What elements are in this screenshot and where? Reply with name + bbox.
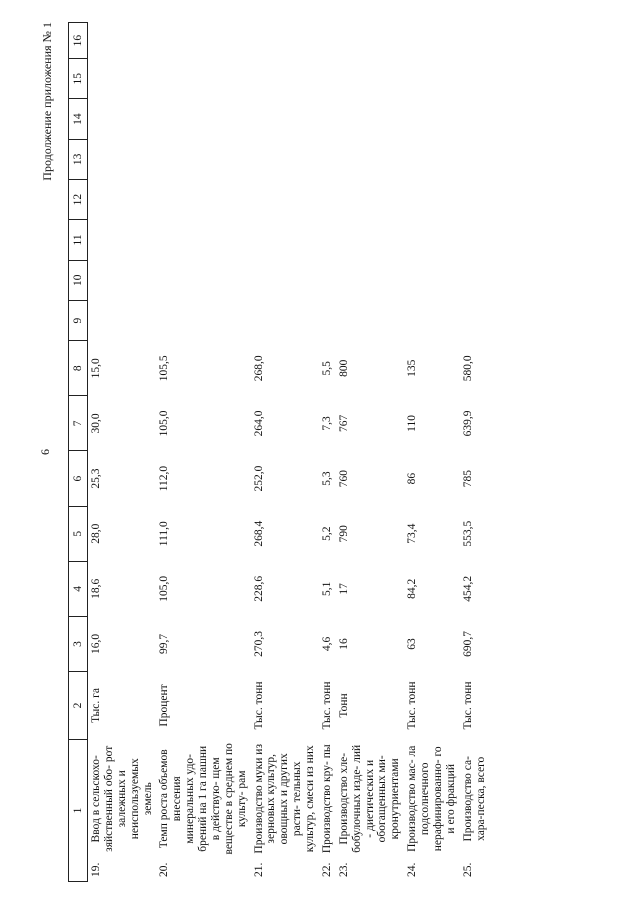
value-cell: 268,4: [252, 520, 265, 547]
row-number: 20.: [158, 862, 171, 878]
value-cell: 4,6: [320, 636, 333, 652]
column-header: 15: [69, 59, 88, 99]
unit-of-measure: Тонн: [337, 693, 350, 718]
value-cell: 86: [406, 472, 419, 485]
value-cell: 760: [337, 469, 350, 488]
column-header: 11: [69, 220, 88, 260]
page-number: 6: [38, 449, 52, 455]
value-cell: [336, 139, 404, 179]
value-cell: [156, 99, 250, 139]
value-cell: [336, 23, 404, 59]
value-cell: 5,1: [320, 581, 333, 597]
value-cell: [319, 180, 336, 220]
value-cell: [404, 300, 460, 340]
value-cell: [156, 180, 250, 220]
value-cell: 454,2: [461, 575, 474, 602]
value-cell: [460, 220, 490, 260]
value-cell: [336, 59, 404, 99]
column-header: 14: [69, 99, 88, 139]
value-cell: [251, 260, 319, 300]
value-cell: 15,0: [90, 358, 102, 379]
value-cell: 105,0: [158, 410, 171, 437]
column-header: 7: [69, 396, 88, 451]
value-cell: [156, 59, 250, 99]
value-cell: [88, 220, 157, 260]
column-number-row: [69, 23, 88, 882]
unit-of-measure: Тыс. тонн: [320, 681, 333, 730]
value-cell: [88, 139, 157, 179]
value-cell: 553,5: [461, 520, 474, 547]
value-cell: [336, 99, 404, 139]
value-cell: 63: [406, 638, 419, 650]
value-cell: 73,4: [406, 523, 419, 544]
value-cell: [404, 180, 460, 220]
column-header: 4: [69, 561, 88, 616]
value-cell: [460, 139, 490, 179]
appendix-title: Продолжение приложения № 1: [40, 22, 54, 181]
value-cell: [336, 220, 404, 260]
value-cell: 767: [337, 414, 350, 433]
value-cell: [460, 260, 490, 300]
value-cell: 16: [337, 638, 350, 650]
value-cell: [404, 260, 460, 300]
table-row: [319, 23, 336, 882]
value-cell: [460, 59, 490, 99]
table-row: [156, 23, 250, 882]
value-cell: [156, 300, 250, 340]
value-cell: [319, 99, 336, 139]
value-cell: [251, 180, 319, 220]
value-cell: [319, 139, 336, 179]
value-cell: 5,5: [320, 361, 333, 376]
column-header: 1: [69, 739, 88, 881]
table-row: [336, 23, 404, 882]
value-cell: 17: [337, 583, 350, 595]
value-cell: 270,3: [252, 631, 265, 657]
value-cell: 580,0: [461, 355, 474, 382]
value-cell: [336, 300, 404, 340]
row-number: 22.: [320, 862, 333, 878]
value-cell: 690,7: [461, 631, 474, 657]
value-cell: [460, 99, 490, 139]
value-cell: 7,3: [320, 416, 333, 431]
table-row: [88, 23, 157, 882]
row-number: 21.: [252, 862, 265, 878]
indicator-name: Производство мас- ла подсолнечного нерафинированно- го и его фракций: [406, 745, 457, 852]
value-cell: [336, 180, 404, 220]
value-cell: 268,0: [252, 355, 265, 382]
value-cell: 135: [406, 359, 419, 377]
unit-of-measure: Процент: [158, 684, 171, 727]
column-header: 3: [69, 616, 88, 671]
indicator-name: Производство кру- пы: [320, 744, 333, 854]
unit-of-measure: Тыс. тонн: [461, 681, 474, 730]
row-number: 23.: [337, 862, 350, 878]
value-cell: [460, 23, 490, 59]
table-row: [251, 23, 319, 882]
row-number: 25.: [461, 862, 474, 878]
value-cell: [319, 220, 336, 260]
value-cell: [319, 300, 336, 340]
indicator-name: Производство са- хара-песка, всего: [461, 756, 487, 842]
value-cell: [156, 260, 250, 300]
value-cell: 28,0: [90, 523, 102, 544]
value-cell: 639,9: [461, 410, 474, 437]
indicator-name: Темп роста объемов внесения минеральных удо- брений на 1 га пашни в действую- щем веществе в среднем по культу- рам: [158, 743, 248, 855]
value-cell: 5,3: [320, 471, 333, 486]
value-cell: [319, 23, 336, 59]
value-cell: [251, 23, 319, 59]
value-cell: 785: [461, 469, 474, 488]
value-cell: [88, 180, 157, 220]
column-header: 6: [69, 451, 88, 506]
value-cell: [88, 260, 157, 300]
value-cell: [251, 139, 319, 179]
unit-of-measure: Тыс. тонн: [406, 681, 419, 730]
value-cell: [88, 300, 157, 340]
column-header: 12: [69, 180, 88, 220]
value-cell: [319, 260, 336, 300]
value-cell: 25,3: [90, 468, 102, 489]
value-cell: 252,0: [252, 465, 265, 492]
unit-of-measure: Тыс. тонн: [252, 681, 265, 730]
value-cell: 111,0: [158, 521, 171, 547]
value-cell: 105,5: [158, 355, 171, 382]
value-cell: 84,2: [406, 578, 419, 599]
value-cell: [404, 59, 460, 99]
table-row: [404, 23, 460, 882]
value-cell: 5,2: [320, 526, 333, 541]
row-number: 19.: [90, 862, 102, 878]
value-cell: [251, 99, 319, 139]
rotated-sheet: [32, 22, 632, 882]
value-cell: [404, 139, 460, 179]
value-cell: 228,6: [252, 575, 265, 602]
value-cell: [404, 220, 460, 260]
table-row: [460, 23, 490, 882]
value-cell: 16,0: [90, 633, 102, 655]
value-cell: 800: [337, 359, 350, 377]
value-cell: 105,0: [158, 575, 171, 602]
value-cell: [251, 59, 319, 99]
value-cell: 18,6: [90, 578, 102, 599]
value-cell: [251, 220, 319, 260]
value-cell: [404, 99, 460, 139]
value-cell: [88, 99, 157, 139]
value-cell: 110: [406, 415, 419, 432]
column-header: 9: [69, 300, 88, 340]
value-cell: 264,0: [252, 410, 265, 437]
column-header: 13: [69, 139, 88, 179]
value-cell: [319, 59, 336, 99]
value-cell: [88, 59, 157, 99]
indicator-name: Производство муки из зерновых культур, овощных и других расти- тельных культур, смеси из них: [252, 744, 316, 854]
column-header: 2: [69, 672, 88, 740]
indicator-name: Ввод в сельскохо- зяйственный обо- рот залежных и неиспользуемых земель: [90, 745, 154, 852]
value-cell: 112,0: [158, 465, 171, 492]
column-header: 5: [69, 506, 88, 561]
row-number: 24.: [406, 862, 419, 878]
value-cell: 30,0: [90, 413, 102, 434]
value-cell: [404, 23, 460, 59]
value-cell: [156, 220, 250, 260]
value-cell: [251, 300, 319, 340]
value-cell: [88, 23, 157, 59]
value-cell: [336, 260, 404, 300]
column-header: 10: [69, 260, 88, 300]
value-cell: 99,7: [158, 633, 171, 655]
unit-of-measure: Тыс. га: [90, 688, 102, 723]
indicator-name: Производство хле- бобулочных изде- лий - диетических и обогащенных ми- кронутриентами: [337, 744, 402, 853]
column-header: 8: [69, 341, 88, 396]
value-cell: [156, 139, 250, 179]
table-body: [88, 23, 490, 882]
column-header: 16: [69, 23, 88, 59]
value-cell: 790: [337, 525, 350, 543]
value-cell: [460, 180, 490, 220]
value-cell: [460, 300, 490, 340]
value-cell: [156, 23, 250, 59]
indicators-table: [68, 22, 489, 882]
